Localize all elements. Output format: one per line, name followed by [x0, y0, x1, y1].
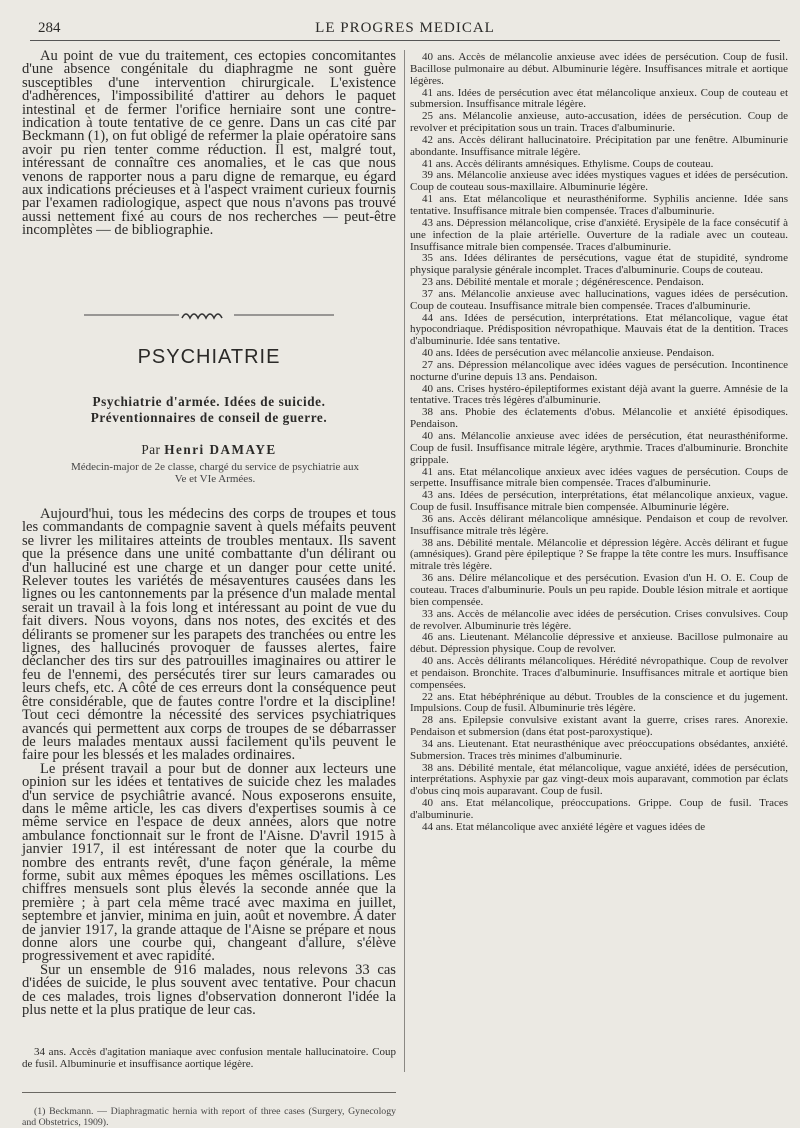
case-entry: 44 ans. Idées de persécution, interprétations. Etat mélancolique, vague état hypocondriaque. Prédisposition névropathique. Mauvais état de la dentition. Traces d'albuminurie. Idée sans tentative. — [410, 311, 788, 348]
case-entry: 40 ans. Accès de mélancolie anxieuse avec idées de persécution. Coup de fusil. Bacillose pulmonaire au début. Albuminurie légère. Insuffisances mitrale et aortique légères. — [410, 51, 788, 87]
case-entry: 39 ans. Mélancolie anxieuse avec idées mystiques vagues et idées de persécution. Coup de couteau sous-maxillaire. Albuminurie légère. — [410, 169, 788, 194]
case-entry: 46 ans. Lieutenant. Mélancolie dépressive et anxieuse. Bacillose pulmonaire au début. Dépression physique. Coup de revolver. — [410, 631, 788, 656]
case-entry: 43 ans. Dépression mélancolique, crise d'anxiété. Erysipèle de la face consécutif à une infection de la plaie artérielle. Ouverture de la radiale avec un couteau. Insuffisance mitrale bien compensée. Traces d'albuminurie. — [410, 216, 788, 253]
body-paragraph: Sur un ensemble de 916 malades, nous relevons 33 cas d'idées de suicide, le plus souvent avec tentative. Pour chacun de ces malades, trois lignes d'observation donneront l'idée la plus nette et la plus pratique de leur cas. — [22, 961, 396, 1019]
case-entry: 40 ans. Crises hystéro-épileptiformes existant déjà avant la guerre. Amnésie de la tentative. Traces très légères d'albuminurie. — [410, 382, 788, 407]
case-entry: 23 ans. Débilité mentale et morale ; dégénérescence. Pendaison. — [422, 276, 704, 289]
case-entry: 38 ans. Phobie des éclatements d'obus. Mélancolie et anxiété épisodiques. Pendaison. — [410, 406, 788, 431]
page-number: 284 — [38, 20, 61, 36]
running-title: LE PROGRES MEDICAL — [315, 20, 495, 36]
case-entry: 44 ans. Etat mélancolique avec anxiété légère et vagues idées de — [422, 820, 706, 833]
case-entry: 42 ans. Accès délirant hallucinatoire. Précipitation par une fenêtre. Albuminurie abondante. Insuffisance mitrale légère. — [410, 133, 788, 158]
case-entry: 40 ans. Mélancolie anxieuse avec idées de persécution, état neurasthéniforme. Coup de fusil. Insuffisance mitrale légère, arythmie. Traces d'albuminurie. Bronchite grippale. — [410, 430, 788, 466]
case-entry: 36 ans. Délire mélancolique et des persécution. Evasion d'un H. O. E. Coup de couteau. Traces d'albuminurie. Pouls un peu rapide. Double lésion mitrale et aortique bien compensée. — [410, 572, 788, 608]
right-column — [410, 52, 788, 1108]
footnote: (1) Beckmann. — Diaphragmatic hernia with report of three cases (Surgery, Gynecology and Obstetrics, 1909). — [22, 1106, 396, 1128]
body-paragraph: Aujourd'hui, tous les médecins des corps de troupes et tous les commandants de compagnie savent à quels méfaits peuvent se livrer les militaires atteints de troubles mentaux. Ils savent que la présence dans une unité combattante d'un délirant ou d'un halluciné est une charge et un danger pour cette unité. Relever toutes les variétés de mésaventures causées dans les lignes ou les cantonnements par la présence d'un malade mental serait un travail à la fois long et intéressant au point de vue du fait divers. Nous voyons, dans nos notes, des excités et des délirants se promener sur les parapets des tranchées ou entre les lignes, des hallucinés provoquer de fausses alertes, faire déclancher des tirs sur des patrouilles imaginaires ou attirer le feu de l'ennemi, des persécutés tirer sur leurs camarades ou leurs chefs, etc. A côté de ces erreurs dont la conséquence peut être considérable, que de fautes contre l'ordre et la discipline! Tout ceci démontre la nécessité des services psychiatriques avancés qui permettent aux corps de troupes de se débarrasser de leurs malades mentaux aussi facilement qu'ils peuvent le faire pour les blessés et les malades ordinaires. — [22, 506, 396, 764]
case-entry: 25 ans. Mélancolie anxieuse, auto-accusation, idées de persécution. Coup de revolver et précipitation sous un train. Traces d'albuminurie. — [410, 110, 788, 135]
page-header — [30, 18, 780, 40]
article-title-line1: Psychiatrie d'armée. Idées de suicide. — [92, 394, 326, 409]
author-name: Henri DAMAYE — [164, 442, 277, 457]
left-column — [22, 48, 397, 1128]
byline-prefix: Par — [141, 442, 161, 457]
affiliation-line2: Ve et VIe Armées. — [174, 472, 256, 485]
case-entry: 22 ans. Etat hébéphrénique au début. Troubles de la conscience et du jugement. Impulsions. Coup de fusil. Albuminurie très légère. — [410, 690, 788, 715]
case-entry: 34 ans. Accès d'agitation maniaque avec confusion mentale hallucinatoire. Coup de fusil. Albuminurie et insuffisance aortique légère. — [22, 1046, 396, 1070]
case-entry: 33 ans. Accès de mélancolie avec idées de persécution. Crises convulsives. Coup de revolver. Albuminurie très légère. — [410, 607, 788, 632]
case-entry: 27 ans. Dépression mélancolique avec idées vagues de persécution. Incontinence nocturne d'urine depuis 13 ans. Pendaison. — [410, 358, 788, 383]
case-entry: 41 ans. Etat mélancolique et neurasthéniforme. Syphilis ancienne. Idée sans tentative. Insuffisance mitrale bien compensée. Traces d'albuminurie. — [410, 193, 788, 217]
case-entry: 40 ans. Idées de persécution avec mélancolie anxieuse. Pendaison. — [422, 347, 715, 360]
body-paragraph: Le présent travail a pour but de donner aux lecteurs une opinion sur les idées et tentatives de suicide chez les malades d'un service de psychiâtrie avancé. Nous exposerons ensuite, dans le même article, les cas divers d'expertises soumis à ce même service en l'espace de deux années, alors que notre ambulance fonctionnait sur le front de l'Aisne. D'avril 1915 à janvier 1917, il est intéressant de noter que la courbe du nombre des entrants revêt, d'une façon générale, la même forme, subit aux mêmes époques les mêmes oscillations. Les chiffres mensuels sont plus élevés la seconde année que la première ; à part cela même tracé avec maxima en juillet, septembre et janvier, minima en juin, août et novembre. A dater de janvier 1917, la grande attaque de l'Aisne se prépare et nous donne alors une courbe qui, changeant d'allure, s'élève progressivement et avec rapidité. — [22, 760, 396, 965]
section-title: PSYCHIATRIE — [137, 346, 281, 368]
case-entry: 34 ans. Lieutenant. Etat neurasthénique avec préoccupations obsédantes, anxiété. Submersion. Traces très minimes d'albuminurie. — [410, 737, 788, 762]
ornament-divider — [84, 309, 334, 321]
case-entry: 41 ans. Etat mélancolique anxieux avec idées vagues de persécution. Coups de serpette. Insuffisance mitrale bien compensée. Traces d'albuminurie. — [410, 465, 788, 490]
column-divider — [404, 50, 405, 1072]
case-entry: 38 ans. Débilité mentale. Mélancolie et dépression légère. Accès délirant et fugue (amnésiques). Grand père épileptique ? Se frappe la tête contre les murs. Insuffisance mitrale très légère. — [410, 536, 788, 573]
article-title-line2: Préventionnaires de conseil de guerre. — [90, 410, 328, 425]
header-rule — [30, 40, 780, 41]
case-entry: 40 ans. Accès délirants mélancoliques. Hérédité névropathique. Coup de revolver et pendaison. Bronchite. Traces d'albuminurie. Insuffisances mitrale et aortique bien compensées. — [410, 655, 788, 691]
case-entry: 41 ans. Accès délirants amnésiques. Ethylisme. Coups de couteau. — [422, 157, 714, 170]
case-entry: 36 ans. Accès délirant mélancolique amnésique. Pendaison et coup de revolver. Insuffisance mitrale très légère. — [410, 512, 788, 537]
case-entry: 35 ans. Idées délirantes de persécutions, vague état de stupidité, syndrome physique paralysie générale incomplet. Traces d'albuminurie. Coups de couteau. — [410, 252, 788, 277]
case-entry: 40 ans. Etat mélancolique, préoccupations. Grippe. Coup de fusil. Traces d'albuminurie. — [410, 797, 788, 821]
article-title — [22, 394, 396, 426]
lead-paragraph: Au point de vue du traitement, ces ectopies concomitantes d'une absence congénitale du diaphragme ne sont guère susceptibles d'une intervention chirurgicale. L'existence d'adhérences, l'impossibilité d'attirer au dehors le paquet intestinal et de fermer l'orifice herniaire sont une contre-indication à toute tentative de ce genre. Dans un cas cité par Beckmann (1), on fut obligé de refermer la plaie opératoire sans avoir pu rien tenter comme réduction. Il est, malgré tout, intéressant de connaître ces anomalies, et le cas que nous venons de rapporter nous a paru digne de remarque, eu égard aux indications précieuses et à l'aspect vraiment curieux fournis par l'examen radiologique, aspect que nous n'avons pas trouvé aussi nettement fixé au cours de nos recherches — peut-être incomplètes — de bibliographie. — [22, 48, 397, 239]
case-entry: 37 ans. Mélancolie anxieuse avec hallucinations, vagues idées de persécution. Coup de couteau. Insuffisance mitrale bien compensée. Traces d'albuminurie. — [410, 287, 788, 312]
affiliation-line1: Médecin-major de 2e classe, chargé du service de psychiatrie aux — [70, 461, 360, 473]
case-entry: 38 ans. Débilité mentale, état mélancolique, vague anxiété, idées de persécution, interprétations. Asphyxie par gaz vingt-deux mois auparavant, commotion par éclats d'obus cinq mois auparavant. Coup de fusil. — [410, 761, 788, 798]
footnote-rule — [22, 1092, 396, 1093]
case-entry: 28 ans. Epilepsie convulsive existant avant la guerre, crises rares. Anorexie. Pendaison et submersion (dans état post-paroxystique). — [410, 714, 788, 739]
byline — [22, 442, 396, 458]
case-entry: 41 ans. Idées de persécution avec état mélancolique anxieux. Coup de couteau et submersion. Insuffisance mitrale légère. — [410, 86, 788, 111]
article-body — [22, 508, 396, 1017]
first-case — [22, 1046, 396, 1070]
author-affiliation — [34, 462, 396, 486]
case-entry: 43 ans. Idées de persécution, interprétations, état mélancolique anxieux, vague. Coup de fusil. Insuffisance mitrale bien compensée. Albuminurie légère. — [410, 489, 788, 514]
